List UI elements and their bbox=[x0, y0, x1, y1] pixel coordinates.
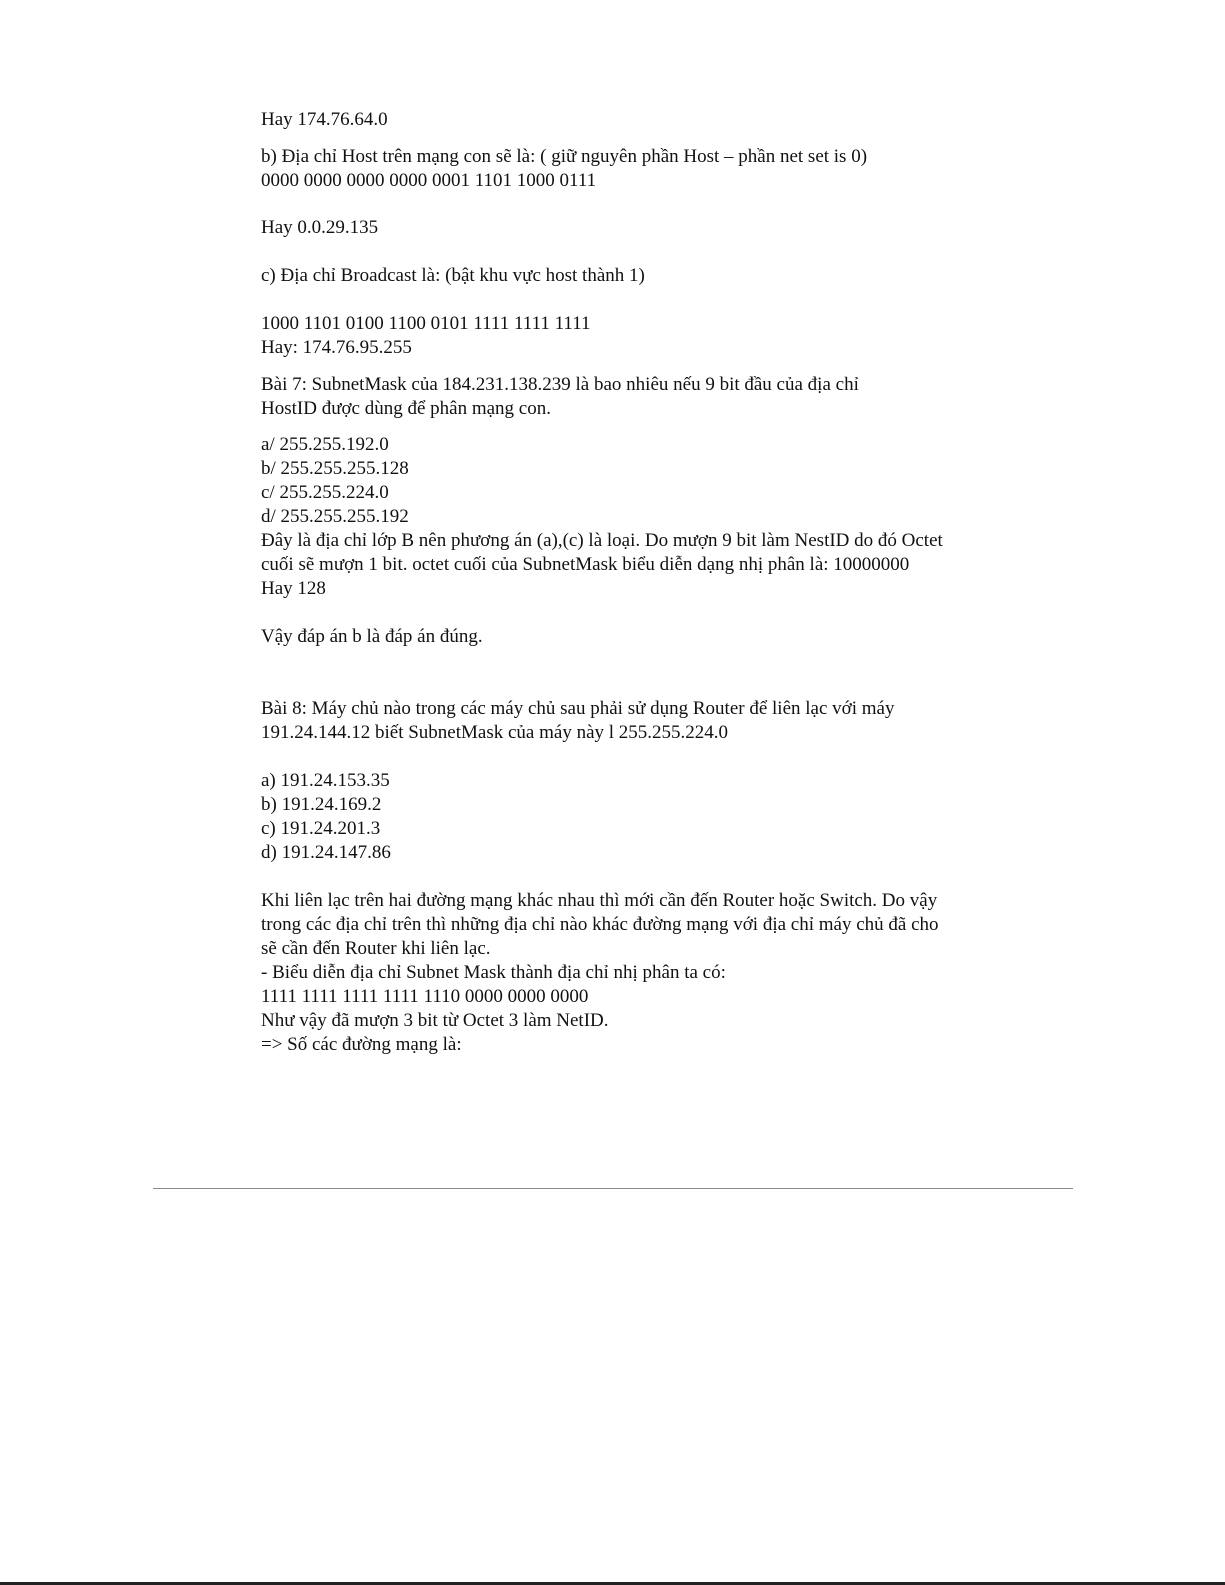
text-line: Hay 0.0.29.135 bbox=[261, 217, 379, 238]
text-line: 191.24.144.12 biết SubnetMask của máy này l 255.255.224.0 bbox=[261, 722, 729, 743]
text-line: b) 191.24.169.2 bbox=[261, 794, 382, 815]
text-line: Như vậy đã mượn 3 bit từ Octet 3 làm NetID. bbox=[261, 1010, 609, 1031]
text-line: a/ 255.255.192.0 bbox=[261, 434, 389, 455]
text-line: Đây là địa chỉ lớp B nên phương án (a),(c) là loại. Do mượn 9 bit làm NestID do đó Octet bbox=[261, 530, 943, 551]
text-line: Bài 8: Máy chủ nào trong các máy chủ sau phải sử dụng Router để liên lạc với máy bbox=[261, 698, 895, 719]
text-line: d/ 255.255.255.192 bbox=[261, 506, 409, 527]
text-line: b) Địa chỉ Host trên mạng con sẽ là: ( giữ nguyên phần Host – phần net set is 0) bbox=[261, 146, 868, 167]
text-line: sẽ cần đến Router khi liên lạc. bbox=[261, 938, 491, 959]
text-line: c) 191.24.201.3 bbox=[261, 818, 381, 839]
text-line: c/ 255.255.224.0 bbox=[261, 482, 389, 503]
text-line: - Biểu diễn địa chỉ Subnet Mask thành địa chỉ nhị phân ta có: bbox=[261, 962, 726, 983]
text-line: Khi liên lạc trên hai đường mạng khác nhau thì mới cần đến Router hoặc Switch. Do vậy bbox=[261, 890, 938, 911]
text-line: Hay 128 bbox=[261, 578, 326, 599]
text-line: Bài 7: SubnetMask của 184.231.138.239 là bao nhiêu nếu 9 bit đầu của địa chỉ bbox=[261, 374, 859, 395]
text-line: HostID được dùng để phân mạng con. bbox=[261, 398, 551, 419]
text-line: Vậy đáp án b là đáp án đúng. bbox=[261, 626, 483, 647]
text-line: => Số các đường mạng là: bbox=[261, 1034, 462, 1055]
page-divider bbox=[153, 1188, 1073, 1189]
text-line: Hay 174.76.64.0 bbox=[261, 109, 388, 130]
text-line: c) Địa chỉ Broadcast là: (bật khu vực host thành 1) bbox=[261, 265, 645, 286]
text-line: 1111 1111 1111 1111 1110 0000 0000 0000 bbox=[261, 986, 589, 1007]
text-line: trong các địa chỉ trên thì những địa chỉ nào khác đường mạng với địa chỉ máy chủ đã cho bbox=[261, 914, 939, 935]
text-line: 1000 1101 0100 1100 0101 1111 1111 1111 bbox=[261, 313, 591, 334]
text-line: Hay: 174.76.95.255 bbox=[261, 337, 412, 358]
text-line: b/ 255.255.255.128 bbox=[261, 458, 409, 479]
text-line: d) 191.24.147.86 bbox=[261, 842, 391, 863]
text-line: cuối sẽ mượn 1 bit. octet cuối của SubnetMask biểu diễn dạng nhị phân là: 10000000 bbox=[261, 554, 910, 575]
text-line: a) 191.24.153.35 bbox=[261, 770, 390, 791]
text-line: 0000 0000 0000 0000 0001 1101 1000 0111 bbox=[261, 170, 597, 191]
